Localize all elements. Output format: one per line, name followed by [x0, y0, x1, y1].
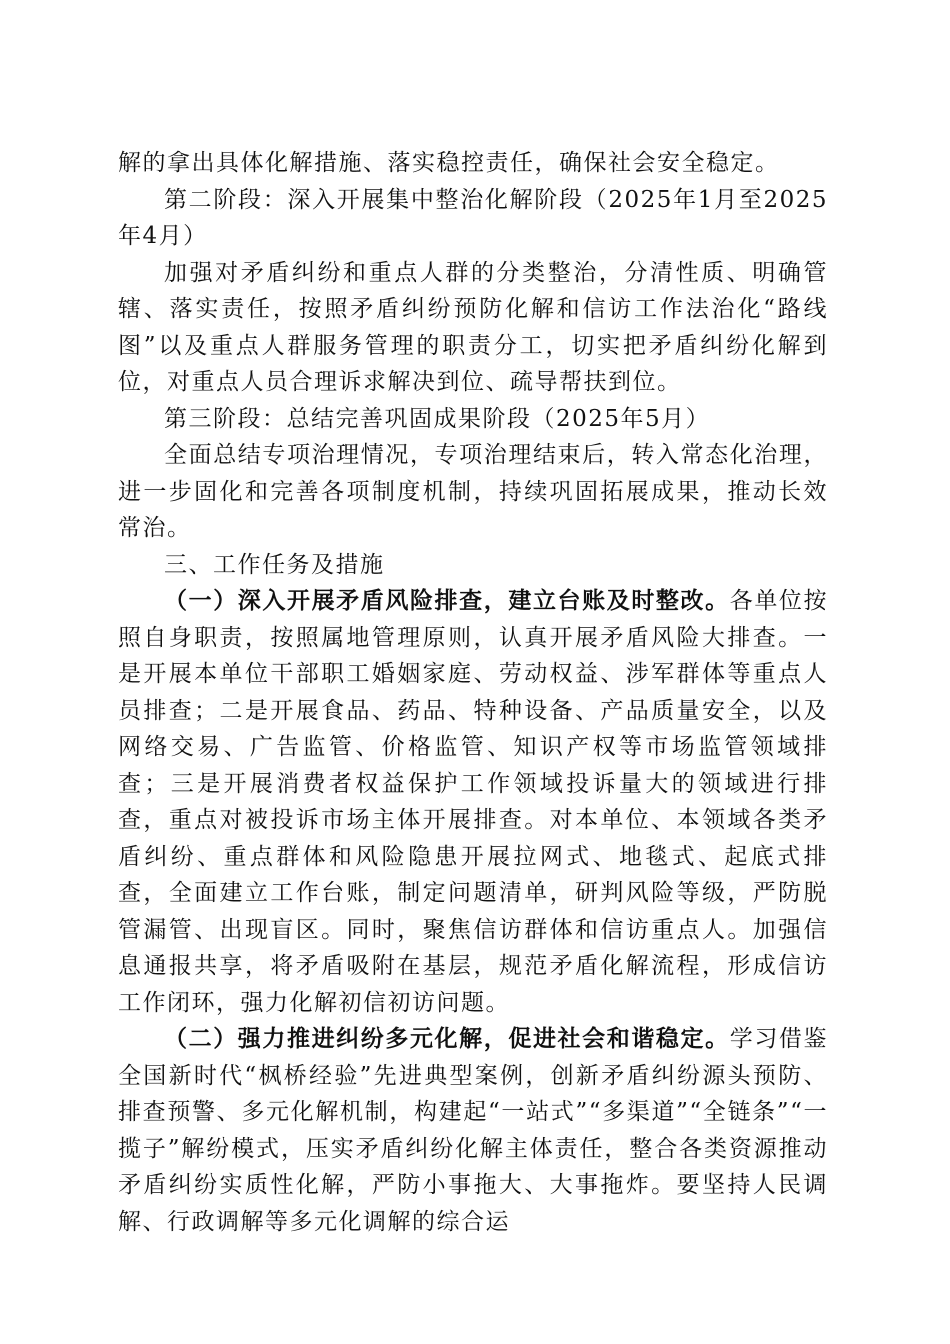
- task-one-lead: （一）深入开展矛盾风险排查，建立台账及时整改。: [164, 587, 730, 614]
- stage-three-heading: 第三阶段：总结完善巩固成果阶段（2025年5月）: [164, 405, 711, 432]
- task-one-body: 各单位按照自身职责，按照属地管理原则，认真开展矛盾风险大排查。一是开展本单位干部职工婚姻家庭、劳动权益、涉军群体等重点人员排查；二是开展食品、药品、特种设备、产品质量安全，以及网络交易、广告监管、价格监管、知识产权等市场监管领域排查；三是开展消费者权益保护工作领域投诉量大的领域进行排查，重点对被投诉市场主体开展排查。对本单位、本领域各类矛盾纠纷、重点群体和风险隐患开展拉网式、地毯式、起底式排查，全面建立工作台账，制定问题清单，研判风险等级，严防脱管漏管、出现盲区。同时，聚焦信访群体和信访重点人。加强信息通报共享，将矛盾吸附在基层，规范矛盾化解流程，形成信访工作闭环，强力化解初信初访问题。: [118, 588, 829, 1016]
- document-body: [118, 145, 828, 1240]
- task-two-body: 学习借鉴全国新时代“枫桥经验”先进典型案例，创新矛盾纠纷源头预防、排查预警、多元化解机制，构建起“一站式”“多渠道”“全链条”“一揽子”解纷模式，压实矛盾纠纷化解主体责任，整合各类资源推动矛盾纠纷实质性化解，严防小事拖大、大事拖炸。要坚持人民调解、行政调解等多元化调解的综合运: [118, 1026, 829, 1235]
- paragraph-continuation: 解的拿出具体化解措施、落实稳控责任，确保社会安全稳定。: [118, 150, 780, 176]
- stage-two-heading: 第二阶段：深入开展集中整治化解阶段（2025年1月至2025年4月）: [118, 186, 828, 249]
- task-one-paragraph: [118, 583, 828, 1021]
- task-two-lead: （二）强力推进纠纷多元化解，促进社会和谐稳定。: [164, 1025, 730, 1052]
- task-two-paragraph: [118, 1021, 828, 1240]
- stage-two-paragraph: 加强对矛盾纠纷和重点人群的分类整治，分清性质、明确管辖、落实责任，按照矛盾纠纷预防化解和信访工作法治化“路线图”以及重点人群服务管理的职责分工，切实把矛盾纠纷化解到位，对重点人员合理诉求解决到位、疏导帮扶到位。: [118, 259, 828, 395]
- stage-three-paragraph: 全面总结专项治理情况，专项治理结束后，转入常态化治理，进一步固化和完善各项制度机制，持续巩固拓展成果，推动长效常治。: [118, 442, 828, 541]
- section-heading-tasks: 三、工作任务及措施: [164, 551, 385, 578]
